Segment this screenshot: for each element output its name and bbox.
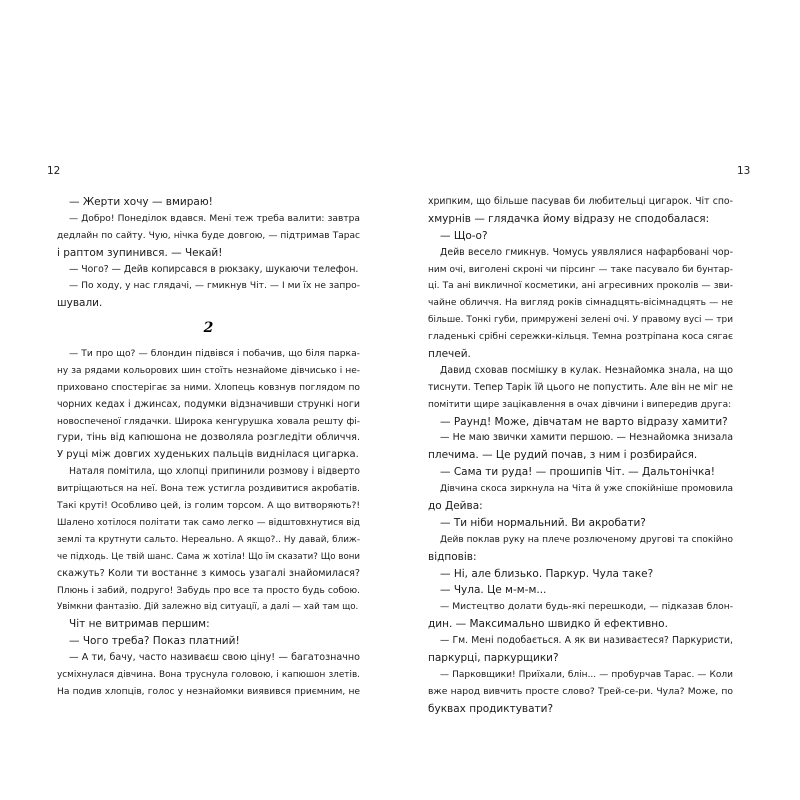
- text-line: Наталя помітила, що хлопці припинили розмову і відверто: [69, 466, 360, 478]
- text-line: відповів:: [428, 550, 477, 563]
- text-line: чайне обличчя. На вигляд років сімнадцять-вісімнадцять — не: [428, 298, 733, 309]
- text-block: [428, 194, 733, 718]
- text-line: — А ти, бачу, часто називаєш свою ціну! — багатозначно: [69, 652, 360, 664]
- text-line: плечима. — Це рудий почав, з ним і розбирайся.: [428, 449, 698, 462]
- text-line: — Добро! Понеділок вдався. Мені теж треба валити: завтра: [69, 213, 360, 224]
- chapter-number: 2: [203, 320, 214, 337]
- text-line: і раптом зупинився. — Чекай!: [57, 246, 223, 259]
- text-line: помітити щире зацікавлення в очах дівчини і випередив друга:: [428, 399, 732, 410]
- text-line: скажуть? Коли ти востаннє з кимось узагалі знайомилася?: [57, 567, 360, 579]
- text-line: дедлайн по сайту. Чую, нічка буде довгою, — підтримав Тарас: [57, 230, 360, 241]
- text-line: Чіт не витримав першим:: [69, 618, 210, 631]
- right-page: [400, 0, 800, 800]
- text-line: Шалено хотілося політати так само легко — відштовхнутися від: [57, 517, 360, 528]
- text-line: — Раунд! Може, дівчатам не варто відразу хамити?: [440, 415, 728, 428]
- text-line: — Ні, але близько. Паркур. Чула таке?: [440, 567, 654, 580]
- page-number: 13: [737, 165, 751, 177]
- text-line: — Жерти хочу — вмираю!: [69, 196, 213, 208]
- text-line: землі та крутнути сальто. Нереально. А якщо?.. Ну давай, ближ-: [57, 534, 360, 545]
- text-line: — Ти про що? — блондин підвівся і побачив, що біля парка-: [69, 348, 360, 360]
- text-line: Дейв весело гмикнув. Чомусь уявлялися нафарбовані чор-: [440, 246, 733, 258]
- text-block-before-chapter: [57, 194, 360, 312]
- text-line: На подив хлопців, голос у незнайомки виявився приємним, не: [57, 686, 360, 697]
- text-line: Дівчина скоса зиркнула на Чіта й уже спокійніше промовила: [440, 484, 733, 495]
- page-number: 12: [47, 165, 61, 177]
- text-line: — Чула. Це м-м-м...: [440, 584, 547, 597]
- text-line: плечей.: [428, 348, 471, 361]
- text-line: че підходь. Це твій шанс. Сама ж хотіла! Що їм сказати? Що вони: [57, 551, 360, 562]
- text-line: усміхнулася дівчина. Вона труснула головою, і капюшон злетів.: [57, 669, 360, 680]
- text-line: гури, тінь від капюшона не дозволяла розгледіти обличчя.: [57, 432, 360, 444]
- text-line: — Мистецтво долати будь-які перешкоди, — підказав блон-: [440, 601, 733, 613]
- text-line: більше. Тонкі губи, примружені зелені очі. У правому вусі — три: [428, 315, 733, 326]
- text-line: — Парковщики! Приїхали, блін... — пробурчав Тарас. — Коли: [440, 669, 733, 680]
- text-line: — Ти ніби нормальний. Ви акробати?: [440, 516, 646, 529]
- text-line: дин. — Максимально швидко й ефективно.: [428, 618, 668, 631]
- right-text-column: [428, 194, 733, 718]
- text-line: шували.: [57, 297, 103, 310]
- text-line: гладенькі срібні сережки-кільця. Темна розтріпана коса сягає: [428, 331, 733, 343]
- text-line: Плюнь і забий, подруго! Забудь про все та просто будь собою.: [57, 585, 360, 596]
- text-line: паркурці, паркурщики?: [428, 652, 559, 665]
- text-line: — Чого? — Дейв копирсався в рюкзаку, шукаючи телефон.: [69, 263, 359, 275]
- text-line: витріщаються на неї. Вона теж устигла роздивитися акробатів.: [57, 484, 360, 495]
- text-line: приховано спостерігає за ними. Хлопець ковзнув поглядом по: [57, 382, 360, 393]
- text-line: — По ходу, у нас глядачі, — гмикнув Чіт. — І ми їх не запро-: [69, 281, 360, 292]
- text-line: до Дейва:: [428, 500, 483, 513]
- text-line: ним очі, виголені скроні чи пірсинг — таке пасувало би бунтар-: [428, 264, 733, 275]
- text-line: ну за рядами кольорових шин стоїть незнайоме дівчисько і не-: [57, 365, 360, 376]
- text-line: вже народ вивчить просте слово? Трей-се-ри. Чула? Може, по: [428, 685, 733, 697]
- text-line: ці. Та ані викличної косметики, ані агресивних проколів — зви-: [428, 281, 733, 292]
- left-text-column: [57, 194, 360, 701]
- text-line: Давид сховав посмішку в кулак. Незнайомка знала, на що: [440, 364, 733, 376]
- text-line: чорних кедах і джинсах, подумки відзначивши стрункі ноги: [57, 398, 360, 410]
- text-line: хмурнів — глядачка йому відразу не сподобалася:: [428, 212, 710, 225]
- text-line: Такі круті! Особливо цей, із голим торсом. А що витворяють?!: [57, 500, 360, 512]
- text-line: — Чого треба? Показ платний!: [69, 635, 240, 648]
- text-line: новоспеченої глядачки. Широка кенгурушка ховала решту фі-: [57, 416, 360, 427]
- text-block-after-chapter: [57, 346, 360, 701]
- text-line: — Сама ти руда! — прошипів Чіт. — Дальтонічка!: [440, 466, 716, 479]
- text-line: — Не маю звички хамити першою. — Незнайомка знизала: [440, 432, 733, 444]
- text-line: Увімкни фантазію. Дій залежно від ситуації, а далі — хай там що.: [57, 602, 359, 613]
- text-line: — Гм. Мені подобається. А як ви називаєтеся? Паркуристи,: [440, 635, 733, 647]
- text-line: хрипким, що більше пасував би любительці цигарок. Чіт спо-: [428, 196, 733, 207]
- text-line: тиснути. Тепер Тарік їй цього не попустить. Але він не міг не: [428, 381, 733, 393]
- text-line: Дейв поклав руку на плече розлюченому другові та спокійно: [440, 534, 733, 545]
- text-line: буквах продиктувати?: [428, 702, 554, 715]
- text-line: — Що-о?: [440, 229, 488, 242]
- text-line: У руці між довгих худеньких пальців виднілася цигарка.: [57, 449, 359, 461]
